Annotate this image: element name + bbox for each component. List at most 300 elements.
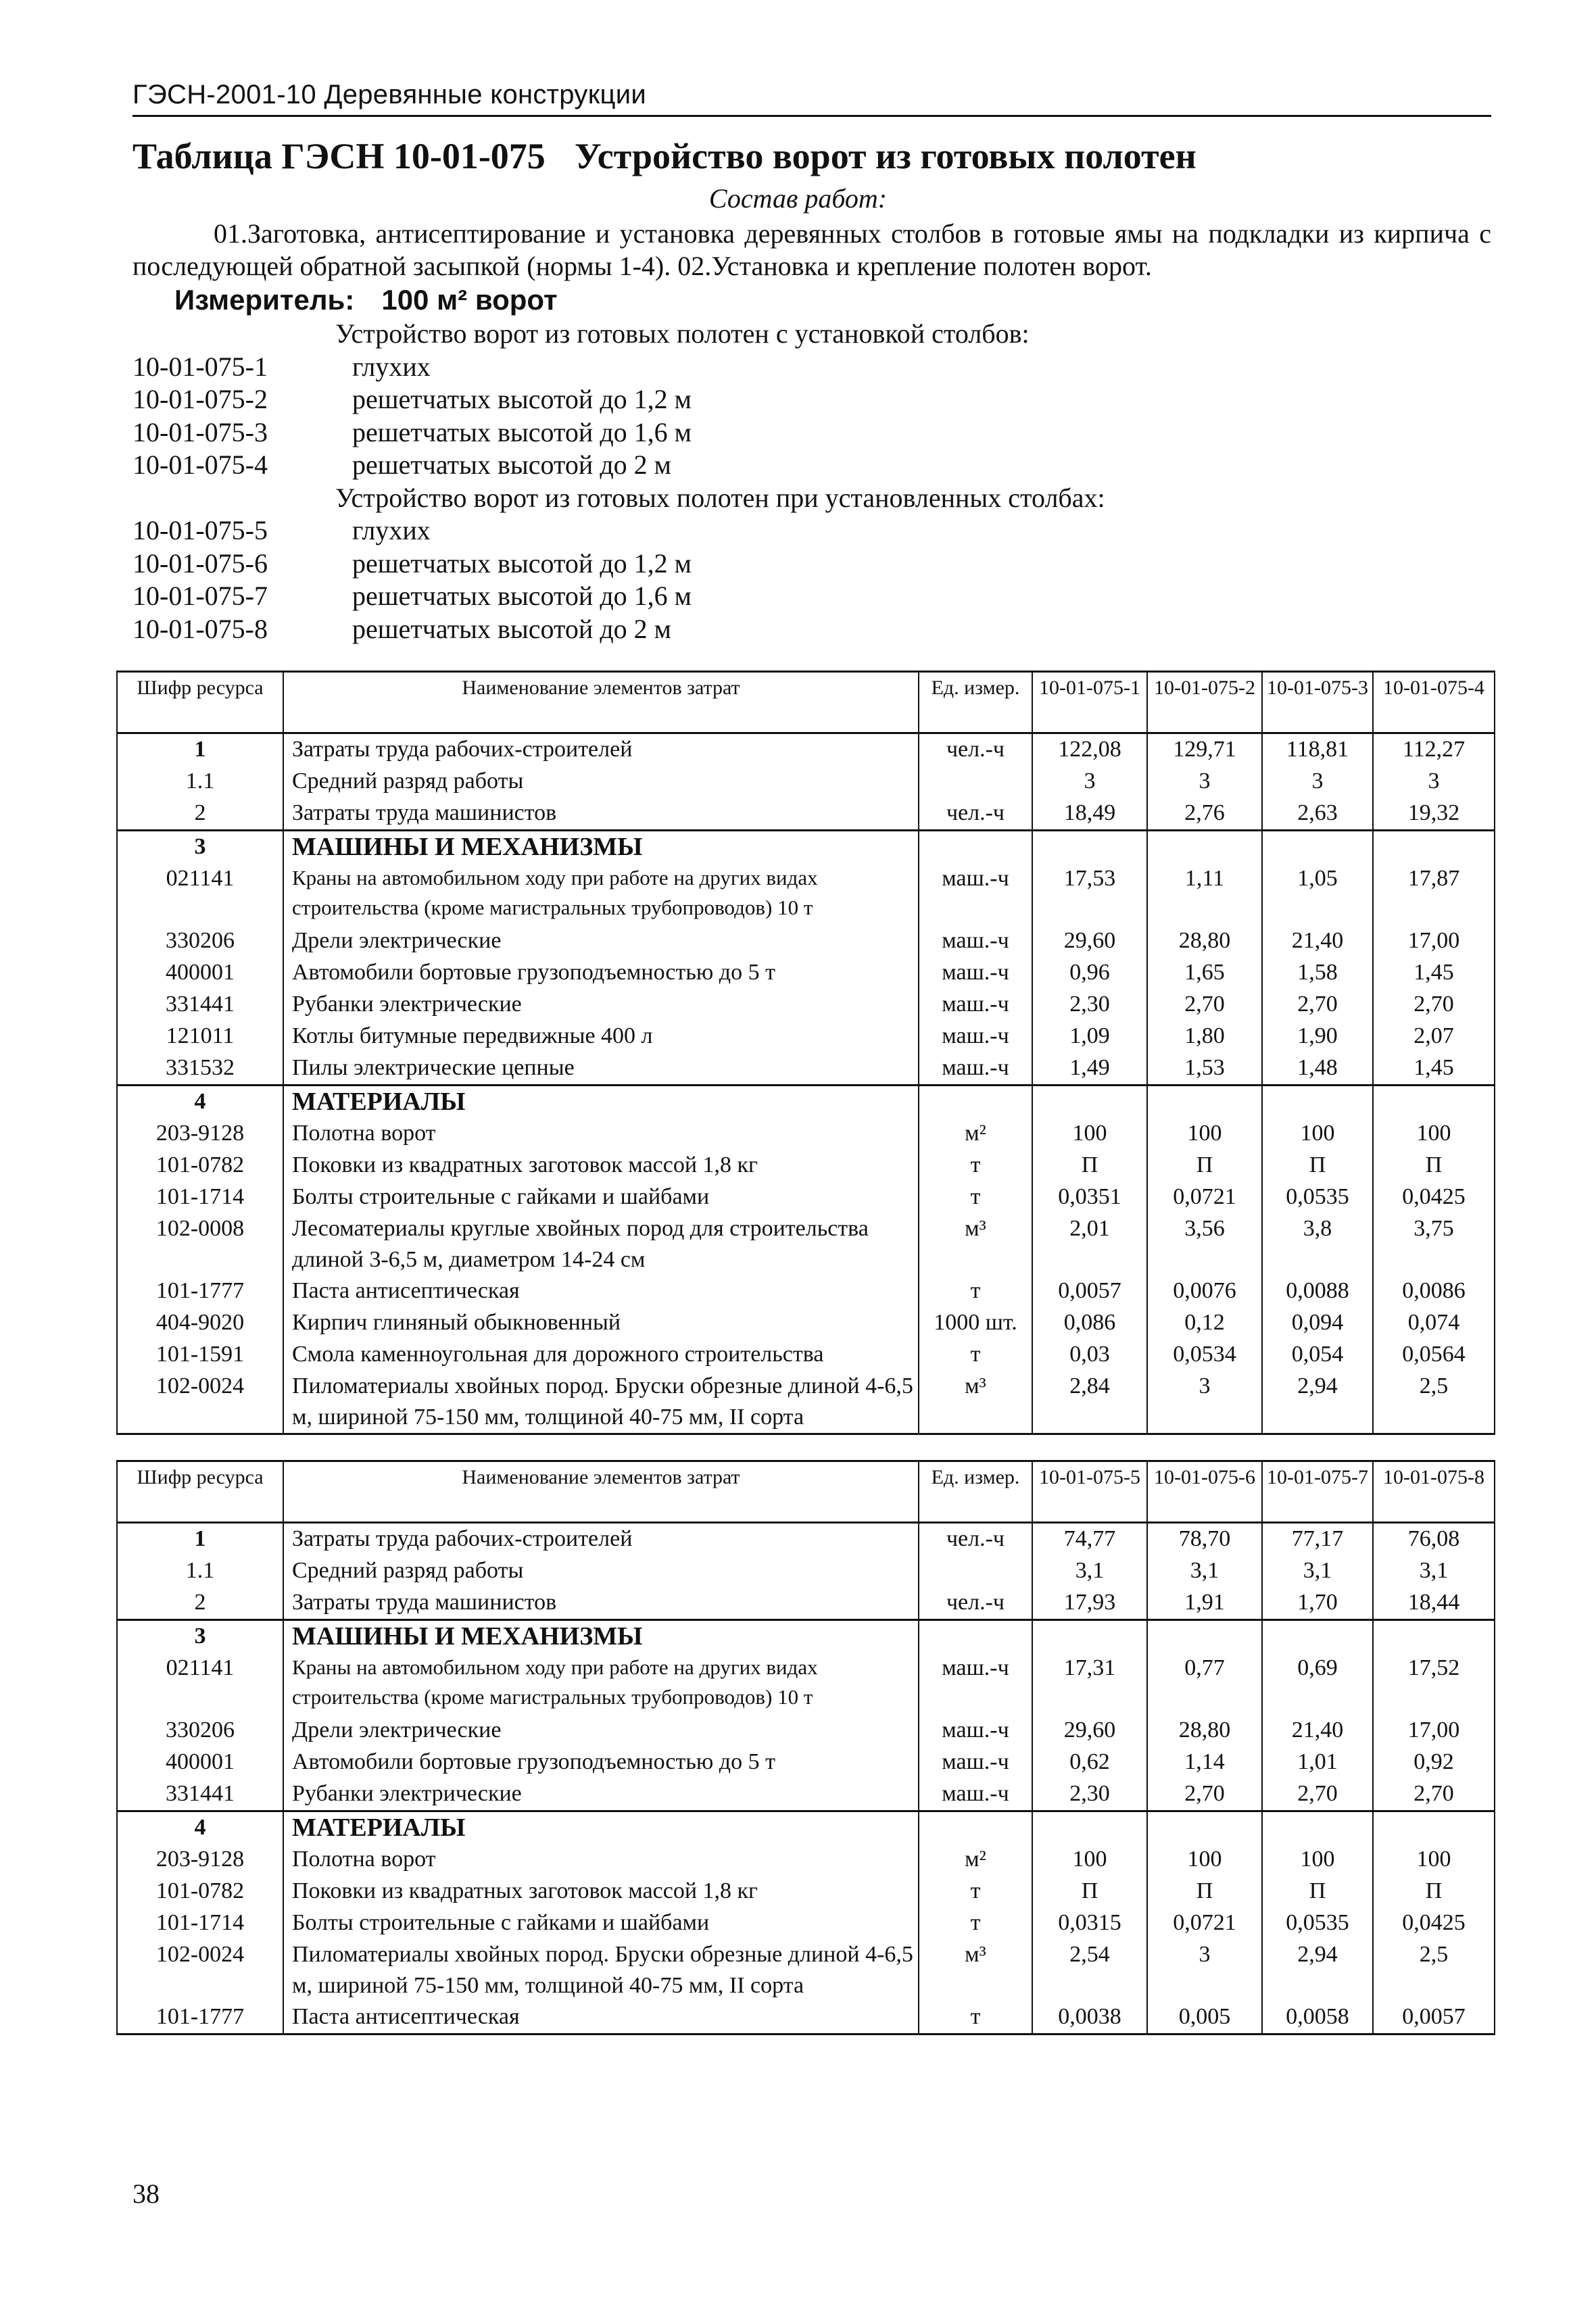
- norm-value: 2,94: [1262, 1371, 1373, 1434]
- unit: [919, 1620, 1032, 1653]
- norm-value: 0,77: [1147, 1653, 1262, 1715]
- norm-value: 1,91: [1147, 1587, 1262, 1620]
- norm-description: глухих: [352, 351, 431, 382]
- norm-value: 1,90: [1262, 1021, 1373, 1052]
- table-title: Таблица ГЭСН 10-01-075: [132, 136, 546, 176]
- norm-value: 18,49: [1032, 798, 1147, 831]
- resource-code: 404-9020: [117, 1307, 283, 1339]
- norm-value: 2,84: [1032, 1371, 1147, 1434]
- meter-value: 100 м² ворот: [381, 284, 558, 316]
- norm-value: [1147, 1811, 1262, 1845]
- cost-element-name: Кирпич глиняный обыкновенный: [283, 1307, 919, 1339]
- unit: т: [919, 1876, 1032, 1907]
- norm-value: 2,63: [1262, 798, 1373, 831]
- cost-element-name: Поковки из квадратных заготовок массой 1,8 кг: [283, 1876, 919, 1907]
- resource-code: 203-9128: [117, 1844, 283, 1876]
- norm-value: 17,53: [1032, 863, 1147, 925]
- norm-value: 1,49: [1032, 1052, 1147, 1086]
- norm-value: 1,11: [1147, 863, 1262, 925]
- norm-value: 0,005: [1147, 2001, 1262, 2034]
- cost-element-name: Полотна ворот: [283, 1844, 919, 1876]
- resource-code: 101-1777: [117, 1275, 283, 1307]
- norm-value: 19,32: [1373, 798, 1495, 831]
- norm-value: П: [1262, 1150, 1373, 1181]
- column-header: 10-01-075-6: [1147, 1461, 1262, 1523]
- norm-value: 0,03: [1032, 1339, 1147, 1371]
- unit: маш.-ч: [919, 1778, 1032, 1811]
- norm-value: 1,45: [1373, 1052, 1495, 1086]
- norm-value: 2,70: [1147, 1778, 1262, 1811]
- norm-value: [1147, 1086, 1262, 1119]
- table-row: [117, 1181, 1495, 1213]
- cost-element-name: МАТЕРИАЛЫ: [283, 1086, 919, 1119]
- norm-value: 100: [1373, 1118, 1495, 1150]
- norm-value: 1,58: [1262, 957, 1373, 989]
- section-row: [117, 1620, 1495, 1653]
- norm-value: 17,00: [1373, 925, 1495, 957]
- resource-code: 1: [117, 1523, 283, 1556]
- norm-value: 0,96: [1032, 957, 1147, 989]
- work-composition-text: 01.Заготовка, антисептирование и установка деревянных столбов в готовые ямы на подкладки из кирпича с последующей обратной засыпкой (нормы 1-4). 02.Установка и крепление полотен ворот.: [132, 218, 1491, 281]
- cost-element-name: Затраты труда машинистов: [283, 798, 919, 831]
- resource-code: 203-9128: [117, 1118, 283, 1150]
- resource-code: 102-0008: [117, 1213, 283, 1275]
- unit: чел.-ч: [919, 733, 1032, 766]
- unit: т: [919, 1275, 1032, 1307]
- page-number: 38: [132, 2178, 160, 2209]
- column-header: Ед. измер.: [919, 672, 1032, 733]
- resource-code: 4: [117, 1811, 283, 1845]
- norm-value: 17,93: [1032, 1587, 1147, 1620]
- norm-value: 1,53: [1147, 1052, 1262, 1086]
- column-header: Шифр ресурса: [117, 672, 283, 733]
- resource-code: 101-0782: [117, 1150, 283, 1181]
- column-header: Наименование элементов затрат: [283, 1461, 919, 1523]
- norm-value: 3,1: [1373, 1555, 1495, 1587]
- norm-value: 2,5: [1373, 1939, 1495, 2001]
- norm-value: [1373, 1811, 1495, 1845]
- cost-element-name: Паста антисептическая: [283, 2001, 919, 2034]
- table-row: [117, 1052, 1495, 1086]
- norm-value: П: [1147, 1150, 1262, 1181]
- norm-value: 21,40: [1262, 925, 1373, 957]
- norm-code: 10-01-075-3: [132, 416, 268, 447]
- unit: [919, 1086, 1032, 1119]
- unit: маш.-ч: [919, 863, 1032, 925]
- norm-description: решетчатых высотой до 2 м: [352, 449, 671, 480]
- column-header: Ед. измер.: [919, 1461, 1032, 1523]
- norm-group-heading: Устройство ворот из готовых полотен с установкой столбов:: [335, 318, 1030, 349]
- column-header: 10-01-075-7: [1262, 1461, 1373, 1523]
- norm-value: 2,54: [1032, 1939, 1147, 2001]
- norm-value: 2,07: [1373, 1021, 1495, 1052]
- norm-value: [1147, 831, 1262, 864]
- cost-element-name: Краны на автомобильном ходу при работе на других видах строительства (кроме магистральных трубопроводов) 10 т: [283, 1653, 919, 1715]
- norm-value: 0,0086: [1373, 1275, 1495, 1307]
- cost-element-name: МАТЕРИАЛЫ: [283, 1811, 919, 1845]
- norm-value: 2,01: [1032, 1213, 1147, 1275]
- norm-value: 3: [1373, 766, 1495, 798]
- unit: чел.-ч: [919, 798, 1032, 831]
- resource-code: 1.1: [117, 766, 283, 798]
- norm-value: 0,0076: [1147, 1275, 1262, 1307]
- unit: м³: [919, 1371, 1032, 1434]
- norm-value: 0,0535: [1262, 1181, 1373, 1213]
- norm-value: 0,0058: [1262, 2001, 1373, 2034]
- unit: т: [919, 1339, 1032, 1371]
- norm-code: 10-01-075-2: [132, 384, 268, 414]
- resource-code: 101-1777: [117, 2001, 283, 2034]
- norm-value: 0,0721: [1147, 1907, 1262, 1939]
- resource-code: 1.1: [117, 1555, 283, 1587]
- meter-line: [174, 284, 558, 316]
- cost-element-name: Паста антисептическая: [283, 1275, 919, 1307]
- column-header: 10-01-075-3: [1262, 672, 1373, 733]
- resource-code: 102-0024: [117, 1939, 283, 2001]
- unit: м³: [919, 1939, 1032, 2001]
- norm-value: 2,5: [1373, 1371, 1495, 1434]
- norm-value: 0,69: [1262, 1653, 1373, 1715]
- norm-value: 18,44: [1373, 1587, 1495, 1620]
- norm-value: 1,09: [1032, 1021, 1147, 1052]
- unit: маш.-ч: [919, 1653, 1032, 1715]
- norm-value: 100: [1032, 1844, 1147, 1876]
- norm-value: 3: [1147, 766, 1262, 798]
- norm-value: 2,30: [1032, 1778, 1147, 1811]
- table-subject: Устройство ворот из готовых полотен: [575, 136, 1196, 176]
- unit: т: [919, 1181, 1032, 1213]
- norm-value: 0,0564: [1373, 1339, 1495, 1371]
- unit: маш.-ч: [919, 957, 1032, 989]
- norm-value: 3,56: [1147, 1213, 1262, 1275]
- cost-element-name: МАШИНЫ И МЕХАНИЗМЫ: [283, 831, 919, 864]
- table-row: [117, 798, 1495, 831]
- norm-value: 1,14: [1147, 1747, 1262, 1778]
- norm-value: 100: [1147, 1844, 1262, 1876]
- section-row: [117, 1811, 1495, 1845]
- table-header-row: [117, 1461, 1495, 1523]
- norm-value: [1032, 1086, 1147, 1119]
- unit: т: [919, 2001, 1032, 2034]
- table-row: [117, 863, 1495, 925]
- cost-element-name: Пиломатериалы хвойных пород. Бруски обрезные длиной 4-6,5 м, шириной 75-150 мм, толщиной 40-75 мм, II сорта: [283, 1371, 919, 1434]
- norm-value: 0,0535: [1262, 1907, 1373, 1939]
- resource-code: 1: [117, 733, 283, 766]
- norm-value: 74,77: [1032, 1523, 1147, 1556]
- norm-value: П: [1373, 1150, 1495, 1181]
- norm-value: 29,60: [1032, 925, 1147, 957]
- resource-code: 3: [117, 1620, 283, 1653]
- table-row: [117, 1021, 1495, 1052]
- resource-code: 331532: [117, 1052, 283, 1086]
- norm-value: 1,45: [1373, 957, 1495, 989]
- unit: маш.-ч: [919, 925, 1032, 957]
- resource-code: 331441: [117, 1778, 283, 1811]
- table-row: [117, 1876, 1495, 1907]
- column-header: 10-01-075-1: [1032, 672, 1147, 733]
- cost-element-name: Смола каменноугольная для дорожного строительства: [283, 1339, 919, 1371]
- norm-value: [1032, 1811, 1147, 1845]
- unit: [919, 1555, 1032, 1587]
- norm-value: 0,62: [1032, 1747, 1147, 1778]
- cost-element-name: Котлы битумные передвижные 400 л: [283, 1021, 919, 1052]
- table-row: [117, 1150, 1495, 1181]
- resource-code: 101-1591: [117, 1339, 283, 1371]
- norm-value: 0,086: [1032, 1307, 1147, 1339]
- norm-value: 21,40: [1262, 1715, 1373, 1747]
- norm-value: 3,1: [1147, 1555, 1262, 1587]
- resource-code: 101-0782: [117, 1876, 283, 1907]
- table-row: [117, 1587, 1495, 1620]
- table-row: [117, 1213, 1495, 1275]
- unit: маш.-ч: [919, 1715, 1032, 1747]
- table-row: [117, 1747, 1495, 1778]
- norm-code: 10-01-075-8: [132, 613, 268, 644]
- norm-value: П: [1373, 1876, 1495, 1907]
- cost-element-name: Дрели электрические: [283, 1715, 919, 1747]
- norm-value: 129,71: [1147, 733, 1262, 766]
- resource-code: 021141: [117, 1653, 283, 1715]
- column-header: Шифр ресурса: [117, 1461, 283, 1523]
- section-row: [117, 831, 1495, 864]
- cost-element-name: Автомобили бортовые грузоподъемностью до 5 т: [283, 1747, 919, 1778]
- cost-element-name: Пиломатериалы хвойных пород. Бруски обрезные длиной 4-6,5 м, шириной 75-150 мм, толщиной 40-75 мм, II сорта: [283, 1939, 919, 2001]
- cost-element-name: Средний разряд работы: [283, 766, 919, 798]
- norm-value: 28,80: [1147, 1715, 1262, 1747]
- norm-value: [1373, 831, 1495, 864]
- norm-value: 29,60: [1032, 1715, 1147, 1747]
- norm-value: 2,70: [1262, 989, 1373, 1021]
- unit: м³: [919, 1213, 1032, 1275]
- table-row: [117, 925, 1495, 957]
- norm-description: решетчатых высотой до 2 м: [352, 613, 671, 644]
- norm-value: П: [1147, 1876, 1262, 1907]
- norm-value: 3: [1147, 1939, 1262, 2001]
- cost-element-name: МАШИНЫ И МЕХАНИЗМЫ: [283, 1620, 919, 1653]
- norm-value: 0,0425: [1373, 1907, 1495, 1939]
- unit: 1000 шт.: [919, 1307, 1032, 1339]
- resource-code: 101-1714: [117, 1181, 283, 1213]
- table-row: [117, 1939, 1495, 2001]
- norm-value: 1,65: [1147, 957, 1262, 989]
- column-header: 10-01-075-5: [1032, 1461, 1147, 1523]
- norm-value: 78,70: [1147, 1523, 1262, 1556]
- norm-value: 100: [1032, 1118, 1147, 1150]
- norm-value: 3: [1147, 1371, 1262, 1434]
- table-header-row: [117, 672, 1495, 733]
- norm-value: [1262, 831, 1373, 864]
- norm-value: [1262, 1086, 1373, 1119]
- cost-element-name: Полотна ворот: [283, 1118, 919, 1150]
- resource-code: 101-1714: [117, 1907, 283, 1939]
- norm-value: 0,094: [1262, 1307, 1373, 1339]
- table-row: [117, 1275, 1495, 1307]
- norm-value: П: [1262, 1876, 1373, 1907]
- norm-value: П: [1032, 1876, 1147, 1907]
- column-header: 10-01-075-4: [1373, 672, 1495, 733]
- cost-element-name: Пилы электрические цепные: [283, 1052, 919, 1086]
- norm-description: глухих: [352, 515, 431, 545]
- norm-group-heading: Устройство ворот из готовых полотен при установленных столбах:: [335, 482, 1105, 513]
- table-row: [117, 1715, 1495, 1747]
- table-row: [117, 1371, 1495, 1434]
- table-row: [117, 1307, 1495, 1339]
- norm-value: 100: [1373, 1844, 1495, 1876]
- norm-value: 0,12: [1147, 1307, 1262, 1339]
- norm-value: 0,054: [1262, 1339, 1373, 1371]
- running-head: ГЭСН-2001-10 Деревянные конструкции: [132, 80, 646, 109]
- norm-description: решетчатых высотой до 1,6 м: [352, 416, 692, 447]
- norm-value: 3,8: [1262, 1213, 1373, 1275]
- norm-value: 76,08: [1373, 1523, 1495, 1556]
- norm-value: 17,31: [1032, 1653, 1147, 1715]
- cost-element-name: Рубанки электрические: [283, 989, 919, 1021]
- norm-value: 1,48: [1262, 1052, 1373, 1086]
- cost-element-name: Затраты труда рабочих-строителей: [283, 1523, 919, 1556]
- cost-element-name: Средний разряд работы: [283, 1555, 919, 1587]
- norm-value: 2,76: [1147, 798, 1262, 831]
- norm-value: 28,80: [1147, 925, 1262, 957]
- cost-element-name: Лесоматериалы круглые хвойных пород для строительства длиной 3-6,5 м, диаметром 14-24 см: [283, 1213, 919, 1275]
- norm-value: 0,0534: [1147, 1339, 1262, 1371]
- resource-code: 021141: [117, 863, 283, 925]
- cost-element-name: Автомобили бортовые грузоподъемностью до 5 т: [283, 957, 919, 989]
- norm-value: 0,0721: [1147, 1181, 1262, 1213]
- norm-code: 10-01-075-4: [132, 449, 268, 480]
- norm-value: 2,70: [1373, 1778, 1495, 1811]
- norm-value: 2,94: [1262, 1939, 1373, 2001]
- resource-code: 330206: [117, 925, 283, 957]
- resource-code: 400001: [117, 957, 283, 989]
- table-row: [117, 1653, 1495, 1715]
- work-composition-heading: Состав работ:: [708, 183, 888, 214]
- norm-value: 1,01: [1262, 1747, 1373, 1778]
- unit: [919, 1811, 1032, 1845]
- norm-description: решетчатых высотой до 1,6 м: [352, 581, 692, 611]
- norm-value: 122,08: [1032, 733, 1147, 766]
- table-row: [117, 1523, 1495, 1556]
- norm-value: 0,0038: [1032, 2001, 1147, 2034]
- cost-element-name: Поковки из квадратных заготовок массой 1,8 кг: [283, 1150, 919, 1181]
- norm-value: 112,27: [1373, 733, 1495, 766]
- unit: м²: [919, 1844, 1032, 1876]
- unit: [919, 831, 1032, 864]
- table-row: [117, 989, 1495, 1021]
- norm-code: 10-01-075-6: [132, 547, 268, 579]
- unit: м²: [919, 1118, 1032, 1150]
- resource-code: 102-0024: [117, 1371, 283, 1434]
- unit: чел.-ч: [919, 1587, 1032, 1620]
- unit: маш.-ч: [919, 989, 1032, 1021]
- unit: т: [919, 1907, 1032, 1939]
- norm-value: 118,81: [1262, 733, 1373, 766]
- norm-value: [1262, 1811, 1373, 1845]
- table-row: [117, 1339, 1495, 1371]
- cost-element-name: Рубанки электрические: [283, 1778, 919, 1811]
- norm-value: 0,92: [1373, 1747, 1495, 1778]
- norm-value: П: [1032, 1150, 1147, 1181]
- norm-value: 0,0088: [1262, 1275, 1373, 1307]
- column-header: 10-01-075-8: [1373, 1461, 1495, 1523]
- unit: маш.-ч: [919, 1052, 1032, 1086]
- norm-description: решетчатых высотой до 1,2 м: [352, 547, 692, 579]
- norm-value: 0,0057: [1032, 1275, 1147, 1307]
- resource-table-1: [116, 671, 1495, 1435]
- norm-value: 100: [1262, 1118, 1373, 1150]
- norm-value: 1,05: [1262, 863, 1373, 925]
- norm-value: [1032, 1620, 1147, 1653]
- norm-value: [1262, 1620, 1373, 1653]
- header-rule: [132, 115, 1491, 117]
- column-header: Наименование элементов затрат: [283, 672, 919, 733]
- cost-element-name: Затраты труда рабочих-строителей: [283, 733, 919, 766]
- norm-value: 0,074: [1373, 1307, 1495, 1339]
- norm-value: 0,0315: [1032, 1907, 1147, 1939]
- norm-value: 0,0351: [1032, 1181, 1147, 1213]
- norm-value: 2,70: [1373, 989, 1495, 1021]
- norm-value: 0,0057: [1373, 2001, 1495, 2034]
- resource-code: 330206: [117, 1715, 283, 1747]
- table-row: [117, 1555, 1495, 1587]
- norm-value: 3,1: [1032, 1555, 1147, 1587]
- table-row: [117, 957, 1495, 989]
- table-row: [117, 733, 1495, 766]
- resource-code: 331441: [117, 989, 283, 1021]
- table-row: [117, 1778, 1495, 1811]
- unit: чел.-ч: [919, 1523, 1032, 1556]
- norm-value: 2,70: [1147, 989, 1262, 1021]
- resource-code: 400001: [117, 1747, 283, 1778]
- norm-code: 10-01-075-1: [132, 351, 268, 382]
- norm-value: [1373, 1620, 1495, 1653]
- cost-element-name: Краны на автомобильном ходу при работе на других видах строительства (кроме магистральных трубопроводов) 10 т: [283, 863, 919, 925]
- unit: маш.-ч: [919, 1747, 1032, 1778]
- resource-table-2: [116, 1460, 1495, 2035]
- unit: [919, 766, 1032, 798]
- unit: маш.-ч: [919, 1021, 1032, 1052]
- resource-code: 3: [117, 831, 283, 864]
- cost-element-name: Дрели электрические: [283, 925, 919, 957]
- norm-value: [1373, 1086, 1495, 1119]
- norm-value: 100: [1147, 1118, 1262, 1150]
- resource-code: 2: [117, 798, 283, 831]
- norm-value: 17,87: [1373, 863, 1495, 925]
- norm-value: 100: [1262, 1844, 1373, 1876]
- table-row: [117, 1844, 1495, 1876]
- resource-code: 4: [117, 1086, 283, 1119]
- norm-code: 10-01-075-5: [132, 515, 268, 545]
- table-row: [117, 766, 1495, 798]
- cost-element-name: Затраты труда машинистов: [283, 1587, 919, 1620]
- table-row: [117, 1118, 1495, 1150]
- norm-value: 0,0425: [1373, 1181, 1495, 1213]
- section-row: [117, 1086, 1495, 1119]
- column-header: 10-01-075-2: [1147, 672, 1262, 733]
- table-row: [117, 1907, 1495, 1939]
- norm-description: решетчатых высотой до 1,2 м: [352, 384, 692, 414]
- norm-value: 1,70: [1262, 1587, 1373, 1620]
- norm-value: [1032, 831, 1147, 864]
- resource-code: 2: [117, 1587, 283, 1620]
- norm-value: 1,80: [1147, 1021, 1262, 1052]
- norm-value: 3,75: [1373, 1213, 1495, 1275]
- norm-value: 2,30: [1032, 989, 1147, 1021]
- meter-label: Измеритель:: [174, 284, 355, 316]
- norm-code: 10-01-075-7: [132, 581, 268, 611]
- norm-value: 17,52: [1373, 1653, 1495, 1715]
- cost-element-name: Болты строительные с гайками и шайбами: [283, 1907, 919, 1939]
- norm-value: 3,1: [1262, 1555, 1373, 1587]
